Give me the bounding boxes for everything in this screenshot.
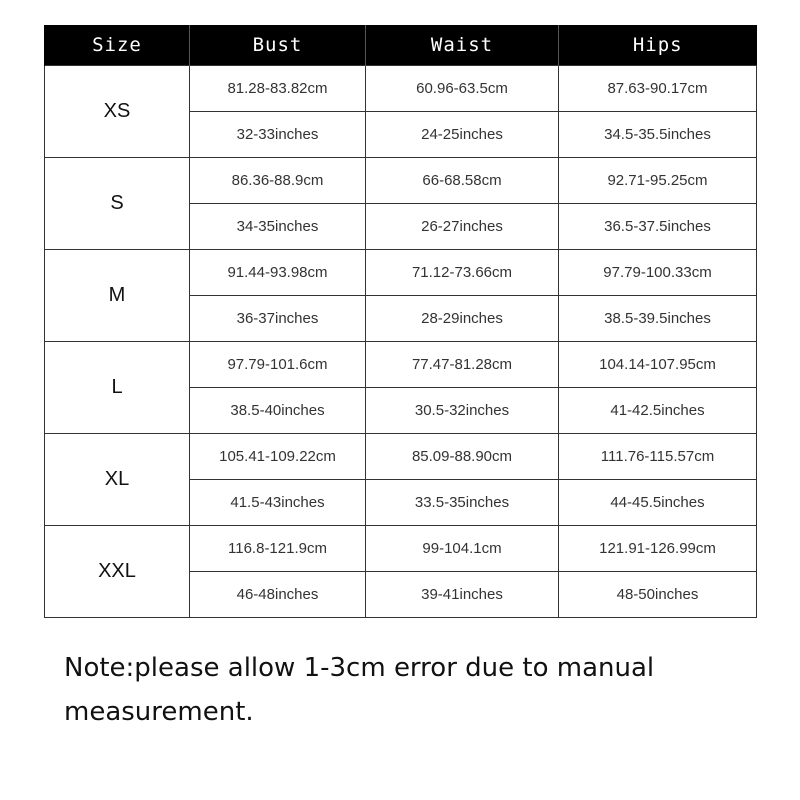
bust-inches-cell: 46-48inches [190, 572, 366, 618]
table-row [45, 66, 757, 112]
table-row [45, 158, 757, 204]
table-row [45, 250, 757, 296]
table-row [45, 342, 757, 388]
hips-cm-cell: 111.76-115.57cm [559, 434, 757, 480]
hips-cm-cell: 97.79-100.33cm [559, 250, 757, 296]
bust-cm-cell: 105.41-109.22cm [190, 434, 366, 480]
bust-cm-cell: 97.79-101.6cm [190, 342, 366, 388]
hips-cm-cell: 104.14-107.95cm [559, 342, 757, 388]
bust-cm-cell: 81.28-83.82cm [190, 66, 366, 112]
bust-cm-cell: 116.8-121.9cm [190, 526, 366, 572]
waist-cm-cell: 99-104.1cm [366, 526, 559, 572]
table-row [45, 434, 757, 480]
waist-cm-cell: 60.96-63.5cm [366, 66, 559, 112]
bust-cm-cell: 86.36-88.9cm [190, 158, 366, 204]
size-label: M [45, 250, 190, 342]
size-label: XS [45, 66, 190, 158]
header-waist: Waist [366, 25, 559, 66]
waist-cm-cell: 71.12-73.66cm [366, 250, 559, 296]
hips-inches-cell: 36.5-37.5inches [559, 204, 757, 250]
table-header-row [45, 25, 757, 66]
size-label: XL [45, 434, 190, 526]
hips-inches-cell: 48-50inches [559, 572, 757, 618]
hips-cm-cell: 87.63-90.17cm [559, 66, 757, 112]
waist-inches-cell: 26-27inches [366, 204, 559, 250]
header-bust: Bust [190, 25, 366, 66]
hips-inches-cell: 44-45.5inches [559, 480, 757, 526]
bust-inches-cell: 32-33inches [190, 112, 366, 158]
waist-cm-cell: 77.47-81.28cm [366, 342, 559, 388]
hips-inches-cell: 38.5-39.5inches [559, 296, 757, 342]
waist-inches-cell: 39-41inches [366, 572, 559, 618]
bust-inches-cell: 34-35inches [190, 204, 366, 250]
table-row [45, 526, 757, 572]
hips-inches-cell: 41-42.5inches [559, 388, 757, 434]
waist-cm-cell: 66-68.58cm [366, 158, 559, 204]
waist-inches-cell: 33.5-35inches [366, 480, 559, 526]
waist-inches-cell: 28-29inches [366, 296, 559, 342]
bust-inches-cell: 38.5-40inches [190, 388, 366, 434]
hips-cm-cell: 92.71-95.25cm [559, 158, 757, 204]
bust-cm-cell: 91.44-93.98cm [190, 250, 366, 296]
waist-inches-cell: 24-25inches [366, 112, 559, 158]
size-label: S [45, 158, 190, 250]
waist-cm-cell: 85.09-88.90cm [366, 434, 559, 480]
header-size: Size [45, 25, 190, 66]
waist-inches-cell: 30.5-32inches [366, 388, 559, 434]
header-hips: Hips [559, 25, 757, 66]
bust-inches-cell: 41.5-43inches [190, 480, 366, 526]
measurement-note: Note:please allow 1-3cm error due to manual measurement. [64, 653, 655, 727]
size-chart-table [44, 25, 757, 618]
hips-inches-cell: 34.5-35.5inches [559, 112, 757, 158]
size-label: XXL [45, 526, 190, 618]
size-label: L [45, 342, 190, 434]
bust-inches-cell: 36-37inches [190, 296, 366, 342]
hips-cm-cell: 121.91-126.99cm [559, 526, 757, 572]
